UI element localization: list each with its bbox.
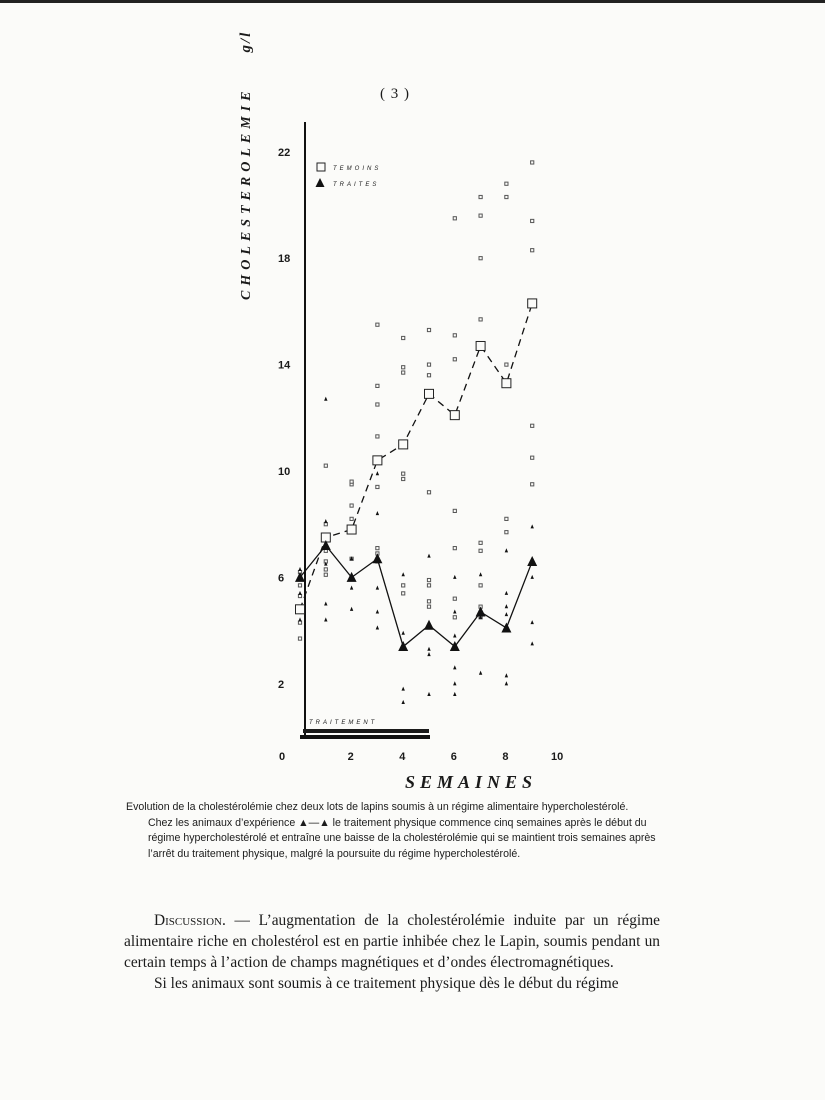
figure-caption: [126, 800, 666, 862]
temoins-individual-point: [298, 584, 301, 587]
temoins-individual-point: [479, 549, 482, 552]
temoins-mean-marker: [425, 389, 434, 398]
temoins-individual-point: [427, 584, 430, 587]
x-tick-label: 0: [279, 751, 286, 763]
temoins-individual-point: [402, 371, 405, 374]
temoins-individual-point: [324, 464, 327, 467]
traites-mean-marker: [424, 620, 434, 630]
traites-individual-point: [427, 554, 430, 558]
temoins-mean-marker: [296, 605, 305, 614]
temoins-individual-point: [453, 616, 456, 619]
temoins-individual-point: [479, 195, 482, 198]
traites-individual-point: [350, 586, 353, 590]
traites-individual-point: [402, 572, 405, 576]
temoins-individual-point: [505, 195, 508, 198]
temoins-individual-point: [453, 597, 456, 600]
temoins-individual-point: [298, 621, 301, 624]
traites-individual-point: [505, 673, 508, 677]
temoins-individual-point: [479, 318, 482, 321]
discussion-text-1: — L’augmentation de la cholestérolémie induite par un régime alimentaire riche en cholestérol est en partie inhibée chez le Lapin, soumis pendant un certain temps à l’action de champs magnétiques et d’ondes électromagnétiques.: [124, 912, 660, 971]
traites-mean-marker: [476, 606, 486, 616]
traites-mean-line: [300, 545, 532, 646]
temoins-individual-point: [402, 584, 405, 587]
traites-individual-point: [376, 625, 379, 629]
traites-individual-point: [427, 652, 430, 656]
temoins-individual-point: [531, 456, 534, 459]
y-tick-label: 10: [278, 466, 291, 478]
temoins-individual-point: [427, 328, 430, 331]
temoins-individual-point: [402, 472, 405, 475]
traites-individual-point: [531, 575, 534, 579]
traites-individual-point: [402, 700, 405, 704]
temoins-individual-point: [402, 336, 405, 339]
traites-individual-point: [324, 397, 327, 401]
traites-mean-marker: [501, 622, 511, 632]
temoins-mean-marker: [399, 440, 408, 449]
traites-individual-point: [453, 665, 456, 669]
temoins-individual-point: [402, 477, 405, 480]
temoins-individual-point: [479, 541, 482, 544]
traites-individual-point: [324, 601, 327, 605]
temoins-individual-point: [427, 363, 430, 366]
temoins-mean-marker: [476, 341, 485, 350]
temoins-individual-point: [453, 358, 456, 361]
traites-individual-point: [453, 681, 456, 685]
temoins-individual-point: [298, 594, 301, 597]
y-tick-label: 6: [278, 572, 285, 585]
traites-mean-marker: [372, 553, 382, 563]
temoins-individual-point: [505, 182, 508, 185]
temoins-individual-point: [324, 523, 327, 526]
traites-individual-point: [298, 617, 301, 621]
x-tick-label: 8: [502, 751, 509, 763]
discussion-paragraph-2: Si les animaux sont soumis à ce traitement physique dès le début du régime: [154, 975, 619, 992]
temoins-individual-point: [376, 384, 379, 387]
temoins-individual-point: [376, 485, 379, 488]
x-tick-label: 4: [399, 751, 406, 763]
temoins-individual-point: [505, 531, 508, 534]
traites-individual-point: [427, 647, 430, 651]
y-tick-label: 22: [278, 146, 291, 159]
traites-individual-point: [479, 572, 482, 576]
temoins-individual-point: [427, 605, 430, 608]
traites-individual-point: [427, 692, 430, 696]
temoins-individual-point: [350, 517, 353, 520]
temoins-individual-point: [453, 509, 456, 512]
traites-individual-point: [479, 671, 482, 675]
temoins-individual-point: [479, 257, 482, 260]
temoins-individual-point: [479, 214, 482, 217]
temoins-individual-point: [376, 403, 379, 406]
temoins-individual-point: [402, 592, 405, 595]
temoins-mean-line: [300, 303, 532, 609]
temoins-individual-point: [531, 424, 534, 427]
temoins-individual-point: [324, 568, 327, 571]
traites-individual-point: [376, 609, 379, 613]
temoins-individual-point: [531, 161, 534, 164]
y-tick-label: 2: [278, 678, 285, 691]
temoins-individual-point: [350, 480, 353, 483]
traites-individual-point: [376, 586, 379, 590]
treatment-period-bar: [303, 729, 429, 733]
traites-individual-point: [453, 633, 456, 637]
y-tick-label: 14: [278, 359, 291, 372]
temoins-mean-marker: [528, 299, 537, 308]
x-tick-label: 6: [450, 751, 457, 763]
traites-individual-point: [505, 548, 508, 552]
temoins-individual-point: [402, 366, 405, 369]
caption-lead: Evolution de la cholestérolémie chez deux lots de lapins soumis à un régime alimentaire hypercholestérolé.: [126, 801, 629, 813]
traites-individual-point: [531, 641, 534, 645]
x-tick-label: 2: [347, 751, 354, 763]
caption-body: Chez les animaux d’expérience ▲—▲ le traitement physique commence cinq semaines après le début du régime hypercholestérolé et entraîne une baisse de la cholestérolémie qui se maintient trois semaines après l’arrêt du traitement physique, malgré la poursuite du régime hypercholestérolé.: [148, 816, 656, 860]
traites-individual-point: [350, 607, 353, 611]
temoins-mean-marker: [450, 411, 459, 420]
legend-temoins-label: TEMOINS: [333, 166, 382, 172]
temoins-individual-point: [453, 334, 456, 337]
traites-mean-marker: [527, 556, 537, 566]
temoins-individual-point: [324, 573, 327, 576]
temoins-individual-point: [479, 584, 482, 587]
temoins-individual-point: [427, 374, 430, 377]
y-axis-title: [238, 31, 255, 300]
temoins-individual-point: [505, 517, 508, 520]
traites-individual-point: [376, 511, 379, 515]
temoins-mean-marker: [347, 525, 356, 534]
temoins-individual-point: [298, 637, 301, 640]
traites-individual-point: [298, 567, 301, 571]
traites-individual-point: [324, 519, 327, 523]
traites-individual-point: [505, 604, 508, 608]
temoins-individual-point: [531, 219, 534, 222]
traites-individual-point: [453, 609, 456, 613]
traites-individual-point: [453, 692, 456, 696]
temoins-individual-point: [376, 323, 379, 326]
temoins-individual-point: [505, 363, 508, 366]
traites-individual-point: [505, 681, 508, 685]
discussion-heading: Discussion.: [154, 912, 226, 929]
page-number: ( 3 ): [380, 86, 410, 102]
traites-mean-marker: [398, 641, 408, 651]
treatment-label: TRAITEMENT: [309, 720, 378, 726]
traites-individual-point: [505, 591, 508, 595]
traites-individual-point: [376, 471, 379, 475]
temoins-individual-point: [531, 249, 534, 252]
traites-individual-point: [505, 612, 508, 616]
traites-individual-point: [453, 575, 456, 579]
traites-individual-point: [531, 620, 534, 624]
traites-individual-point: [298, 591, 301, 595]
temoins-individual-point: [376, 435, 379, 438]
temoins-individual-point: [453, 547, 456, 550]
discussion-section: [124, 910, 660, 994]
temoins-individual-point: [350, 504, 353, 507]
legend-temoins-marker: [317, 163, 325, 171]
y-axis-unit: g/l: [238, 30, 254, 53]
temoins-mean-marker: [502, 379, 511, 388]
traites-individual-point: [402, 631, 405, 635]
temoins-individual-point: [376, 547, 379, 550]
traites-individual-point: [402, 687, 405, 691]
temoins-mean-marker: [373, 456, 382, 465]
traites-individual-point: [531, 524, 534, 528]
traites-individual-point: [324, 617, 327, 621]
legend-traites-label: TRAITES: [333, 182, 380, 188]
temoins-individual-point: [427, 600, 430, 603]
x-axis-title: SEMAINES: [405, 772, 538, 792]
x-tick-label: 10: [551, 751, 564, 763]
temoins-individual-point: [531, 483, 534, 486]
temoins-individual-point: [427, 491, 430, 494]
temoins-individual-point: [453, 217, 456, 220]
legend-traites-marker: [316, 178, 325, 187]
discussion-paragraph-1: [124, 910, 660, 973]
y-tick-label: 18: [278, 253, 291, 266]
temoins-individual-point: [427, 578, 430, 581]
y-axis-title-text: CHOLESTEROLEMIE: [239, 86, 254, 300]
